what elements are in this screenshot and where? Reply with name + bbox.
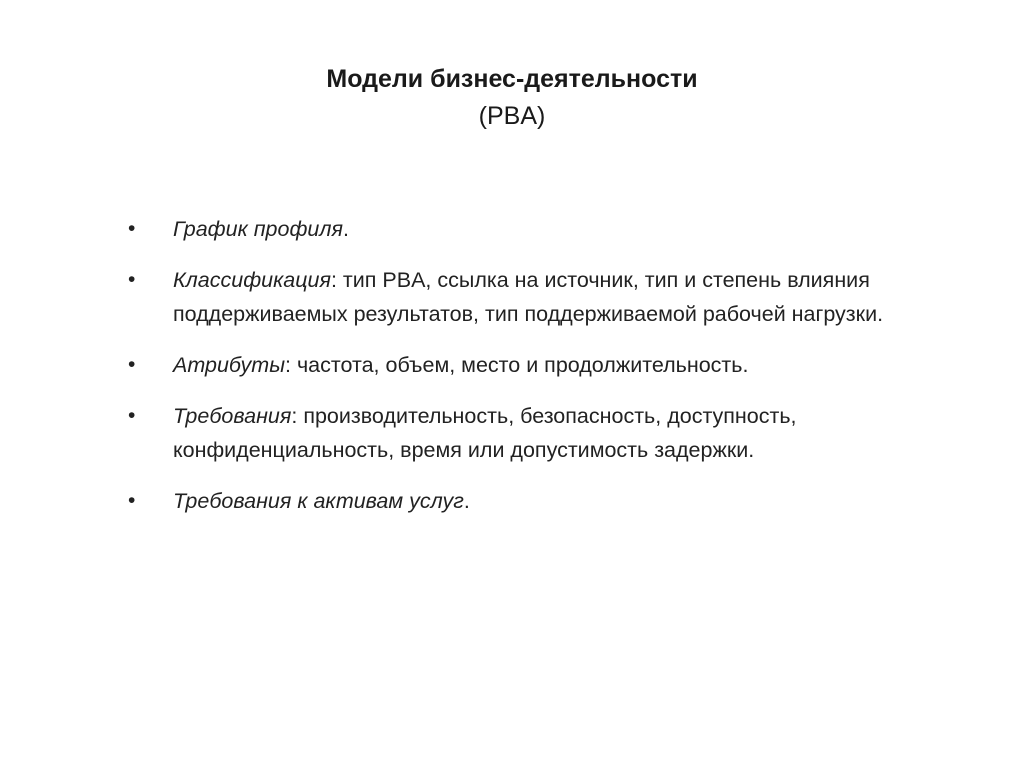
list-item bbox=[128, 484, 928, 518]
slide-subtitle: (PBA) bbox=[478, 102, 546, 130]
title-block bbox=[0, 60, 1024, 134]
list-item bbox=[128, 399, 928, 467]
slide-title: Модели бизнес-деятельности bbox=[326, 65, 698, 93]
bullet-text: : частота, объем, место и продолжительность. bbox=[285, 353, 749, 377]
bullet-text: . bbox=[463, 489, 470, 513]
bullet-text: : тип PBA, ссылка на источник, тип и степень влияния поддерживаемых результатов, тип поддерживаемой рабочей нагрузки. bbox=[173, 268, 884, 326]
bullet-term: Классификация bbox=[173, 268, 331, 292]
bullet-text: : производительность, безопасность, доступность, конфиденциальность, время или допустимость задержки. bbox=[173, 404, 797, 462]
bullet-term: Требования к активам услуг bbox=[173, 489, 464, 513]
bullet-icon: • bbox=[128, 489, 136, 512]
bullet-icon: • bbox=[128, 268, 136, 291]
bullet-icon: • bbox=[128, 353, 136, 376]
bullet-icon: • bbox=[128, 217, 136, 240]
bullet-term: Требования bbox=[173, 404, 292, 428]
bullet-icon: • bbox=[128, 404, 136, 427]
bullet-term: График профиля bbox=[173, 217, 343, 241]
bullet-term: Атрибуты bbox=[173, 353, 286, 377]
list-item bbox=[128, 263, 928, 331]
bullet-list bbox=[128, 212, 928, 535]
list-item bbox=[128, 348, 928, 382]
list-item bbox=[128, 212, 928, 246]
bullet-text: . bbox=[342, 217, 349, 241]
